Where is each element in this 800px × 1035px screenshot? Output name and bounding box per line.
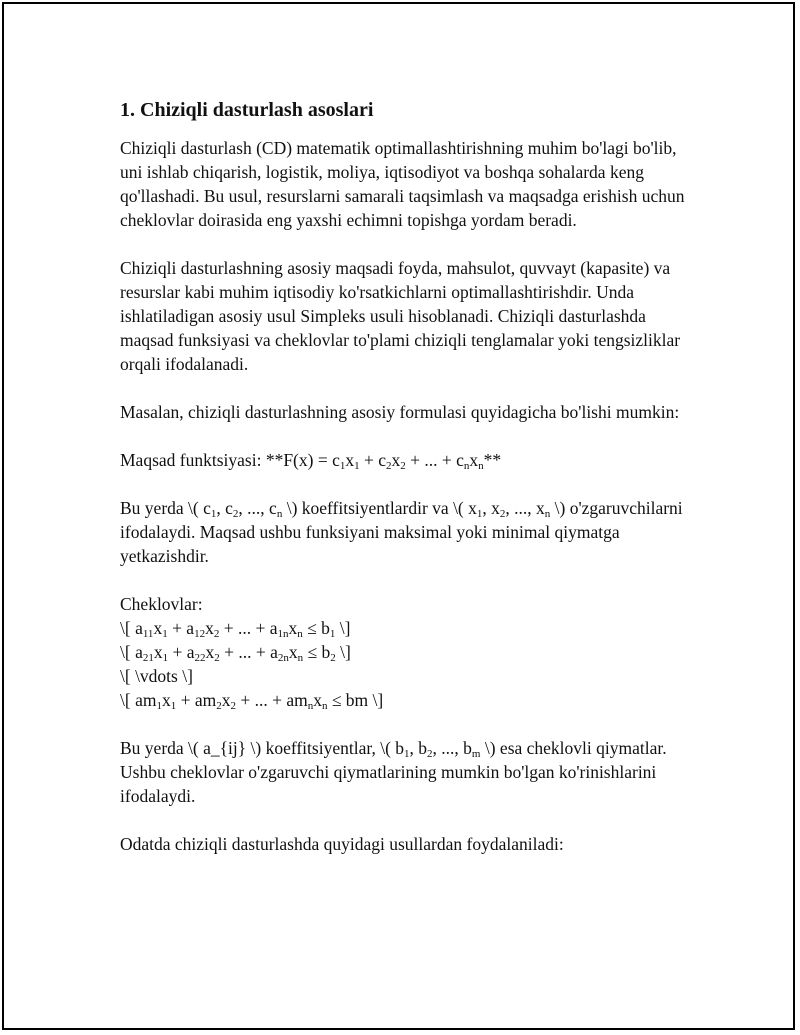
variables-formula: $x_1$, $x_2$, ..., $x_n$ (468, 498, 551, 520)
paragraph-closing: Odatda chiziqli dasturlashda quyidagi usullardan foydalaniladi: (120, 834, 564, 854)
constraint-row-vdots: \[ \vdots \] (120, 666, 193, 686)
document-content (120, 96, 695, 880)
section-heading: 1. Chiziqli dasturlash asoslari (120, 99, 374, 121)
explanation1-text-b: \) koeffitsiyentlardir va \( (282, 498, 469, 518)
constraint-row-1: \[ $a_{11}x_1 + a_{12}x_2$ + ... + $a_{1n}x_n \le b_1$ \] (120, 618, 351, 640)
objective-label: Maqsad funktsiyasi: **F(x) = (120, 450, 333, 470)
paragraph-intro: Chiziqli dasturlash (CD) matematik optimallashtirishning muhim bo'lagi bo'lib, uni ishlab chiqarish, logistik, moliya, iqtisodiyot va boshqa sohalarda keng qo'llashadi. Bu usul, resurslarni samarali taqsimlash va maqsadga erishish uchun cheklovlar doirasida eng yaxshi echimni topishga yordam beradi. (120, 138, 685, 230)
explanation2-text-a: Bu yerda \( a_{ij} \) koeffitsiyentlar, \( (120, 738, 396, 758)
explanation1-text-a: Bu yerda \( (120, 498, 204, 518)
objective-formula: $c_1x_1 + c_2x_2$ + ... + $c_nx_n**$ (332, 450, 502, 472)
coefficients-formula: $c_1$, $c_2$, ..., $c_n$ (203, 498, 283, 520)
paragraph-goal: Chiziqli dasturlashning asosiy maqsadi foyda, mahsulot, quvvayt (kapasite) va resurslar kabi muhim iqtisodiy ko'rsatkichlarni optimallashtirishdir. Unda ishlatiladigan asosiy usul Simpleks usuli hisoblanadi. Chiziqli dasturlashda maqsad funksiyasi va cheklovlar to'plami chiziqli tenglamalar yoki tengsizliklar orqali ifodalanadi. (120, 258, 681, 374)
document-page (2, 2, 795, 1030)
paragraph-explanation-variables (120, 496, 695, 568)
paragraph-explanation-constraints (120, 736, 695, 808)
constraints-label: Cheklovlar: (120, 594, 203, 614)
paragraph-example: Masalan, chiziqli dasturlashning asosiy formulasi quyidagicha bo'lishi mumkin: (120, 402, 680, 422)
objective-function-line (120, 448, 695, 472)
explanation1-text-c: \) o'zgaruvchilarni ifodalaydi. Maqsad ushbu funksiyani maksimal yoki minimal qiymatga yetkazishdir. (120, 498, 683, 566)
constraint-row-2: \[ $a_{21}x_1 + a_{22}x_2$ + ... + $a_{2n}x_n \le b_2$ \] (120, 642, 351, 664)
explanation2-text-c: \) esa cheklovli qiymatlar. Ushbu cheklovlar o'zgaruvchi qiymatlarining mumkin bo'lgan ko'rinishlarini ifodalaydi. (120, 738, 667, 806)
constraint-row-m: \[ $am_1x_1 + am_2x_2$ + ... + $am_nx_n$ ≤ bm \] (120, 690, 384, 712)
bounds-formula: $b_1$, $b_2$, ..., $b_m$ (395, 738, 481, 760)
constraints-block (120, 592, 695, 712)
